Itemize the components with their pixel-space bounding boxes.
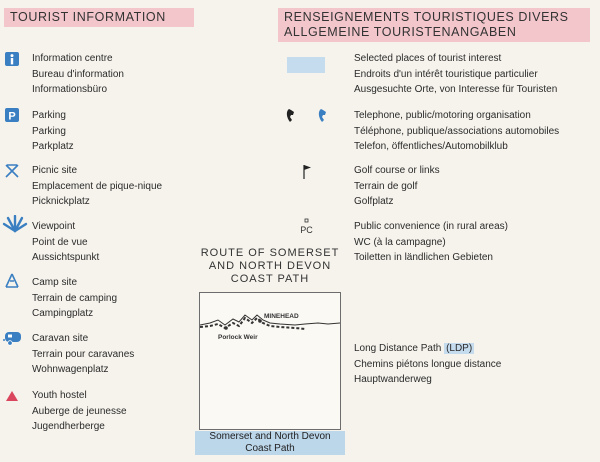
viewpoint-icon (2, 215, 28, 233)
label-english: Golf course or links (354, 165, 440, 176)
minehead-dot (258, 319, 262, 323)
label-english: Public convenience (in rural areas) (354, 221, 508, 232)
route-title-line: COAST PATH (230, 273, 310, 285)
label-english: Youth hostel (32, 390, 87, 401)
label-english: Caravan site (32, 333, 89, 344)
label-german: Picknickplatz (32, 196, 90, 207)
label-french: Terrain de camping (32, 292, 118, 304)
legend-long-distance-path (354, 341, 501, 388)
porlock-weir-label: Porlock Weir (218, 334, 258, 341)
legend-information-centre (32, 51, 124, 98)
label-french: Bureau d'information (32, 68, 124, 80)
route-title-line: AND NORTH DEVON (208, 260, 332, 272)
label-french: Terrain de golf (354, 180, 418, 192)
route-caption (195, 431, 345, 455)
picnic-site-icon (4, 163, 22, 181)
information-centre-icon (4, 51, 22, 69)
label-german: Campingplatz (32, 308, 94, 319)
legend-tourist-interest (354, 51, 557, 98)
label-english: Parking (32, 110, 66, 121)
legend-telephone (354, 108, 559, 155)
header-french: RENSEIGNEMENTS TOURISTIQUES DIVERS (284, 10, 569, 24)
label-german: Ausgesuchte Orte, von Interesse für Touristen (354, 84, 558, 95)
telephone-icon (284, 107, 334, 125)
legend-viewpoint (32, 219, 99, 266)
label-german: Wohnwagenplatz (32, 364, 109, 375)
header-tourist-information: TOURIST INFORMATION (4, 8, 194, 27)
legend-camp-site (32, 275, 117, 322)
label-german: Parkplatz (32, 141, 74, 152)
porlock-weir-dot (224, 326, 228, 330)
label-french: Emplacement de pique-nique (32, 180, 163, 192)
label-english (354, 341, 501, 357)
label-german: Golfplatz (354, 196, 394, 207)
label-english: Viewpoint (32, 221, 76, 232)
label-french: Parking (32, 125, 66, 137)
tourist-interest-swatch (287, 57, 325, 73)
legend-golf (354, 163, 440, 210)
label-french: Terrain pour caravanes (32, 348, 135, 360)
legend-parking (32, 108, 74, 155)
svg-text:P: P (8, 110, 16, 123)
legend-picnic-site (32, 163, 162, 210)
caption-line: Coast Path (245, 443, 295, 454)
route-map (199, 292, 341, 430)
ldp-abbreviation: (LDP) (446, 343, 473, 354)
label-german: Jugendherberge (32, 421, 105, 432)
legend-public-convenience (354, 219, 508, 266)
camp-site-icon (4, 272, 22, 290)
label-english: Information centre (32, 53, 113, 64)
legend-caravan-site (32, 331, 134, 378)
youth-hostel-icon (4, 388, 22, 406)
golf-flag-icon (300, 163, 318, 181)
ldp-text: Long Distance Path (354, 343, 442, 354)
label-french: Téléphone, publique/associations automobiles (354, 125, 560, 137)
pc-label: PC (300, 225, 313, 235)
minehead-label: MINEHEAD (264, 313, 299, 320)
label-german: Informationsbüro (32, 84, 108, 95)
parking-icon (4, 107, 22, 125)
legend-youth-hostel (32, 388, 127, 435)
caption-line: Somerset and North Devon (209, 431, 331, 442)
header-german: ALLGEMEINE TOURISTENANGABEN (284, 25, 517, 39)
label-german: Hauptwanderweg (354, 374, 432, 385)
route-title (188, 247, 352, 286)
label-german: Toiletten in ländlichen Gebieten (354, 252, 493, 263)
label-english: Camp site (32, 277, 78, 288)
route-title-line: ROUTE OF SOMERSET (200, 247, 340, 259)
label-german: Aussichtspunkt (32, 252, 100, 263)
label-german: Telefon, öffentliches/Automobilklub (354, 141, 508, 152)
public-convenience-icon (296, 217, 318, 239)
header-renseignements (278, 8, 590, 42)
label-french: Auberge de jeunesse (32, 405, 127, 417)
label-french: Endroits d'un intérêt touristique particulier (354, 68, 538, 80)
label-english: Selected places of tourist interest (354, 53, 502, 64)
label-french: WC (à la campagne) (354, 236, 446, 248)
label-english: Telephone, public/motoring organisation (354, 110, 531, 121)
label-french: Point de vue (32, 236, 88, 248)
label-french: Chemins piétons longue distance (354, 358, 502, 370)
label-english: Picnic site (32, 165, 78, 176)
caravan-site-icon (2, 329, 24, 347)
